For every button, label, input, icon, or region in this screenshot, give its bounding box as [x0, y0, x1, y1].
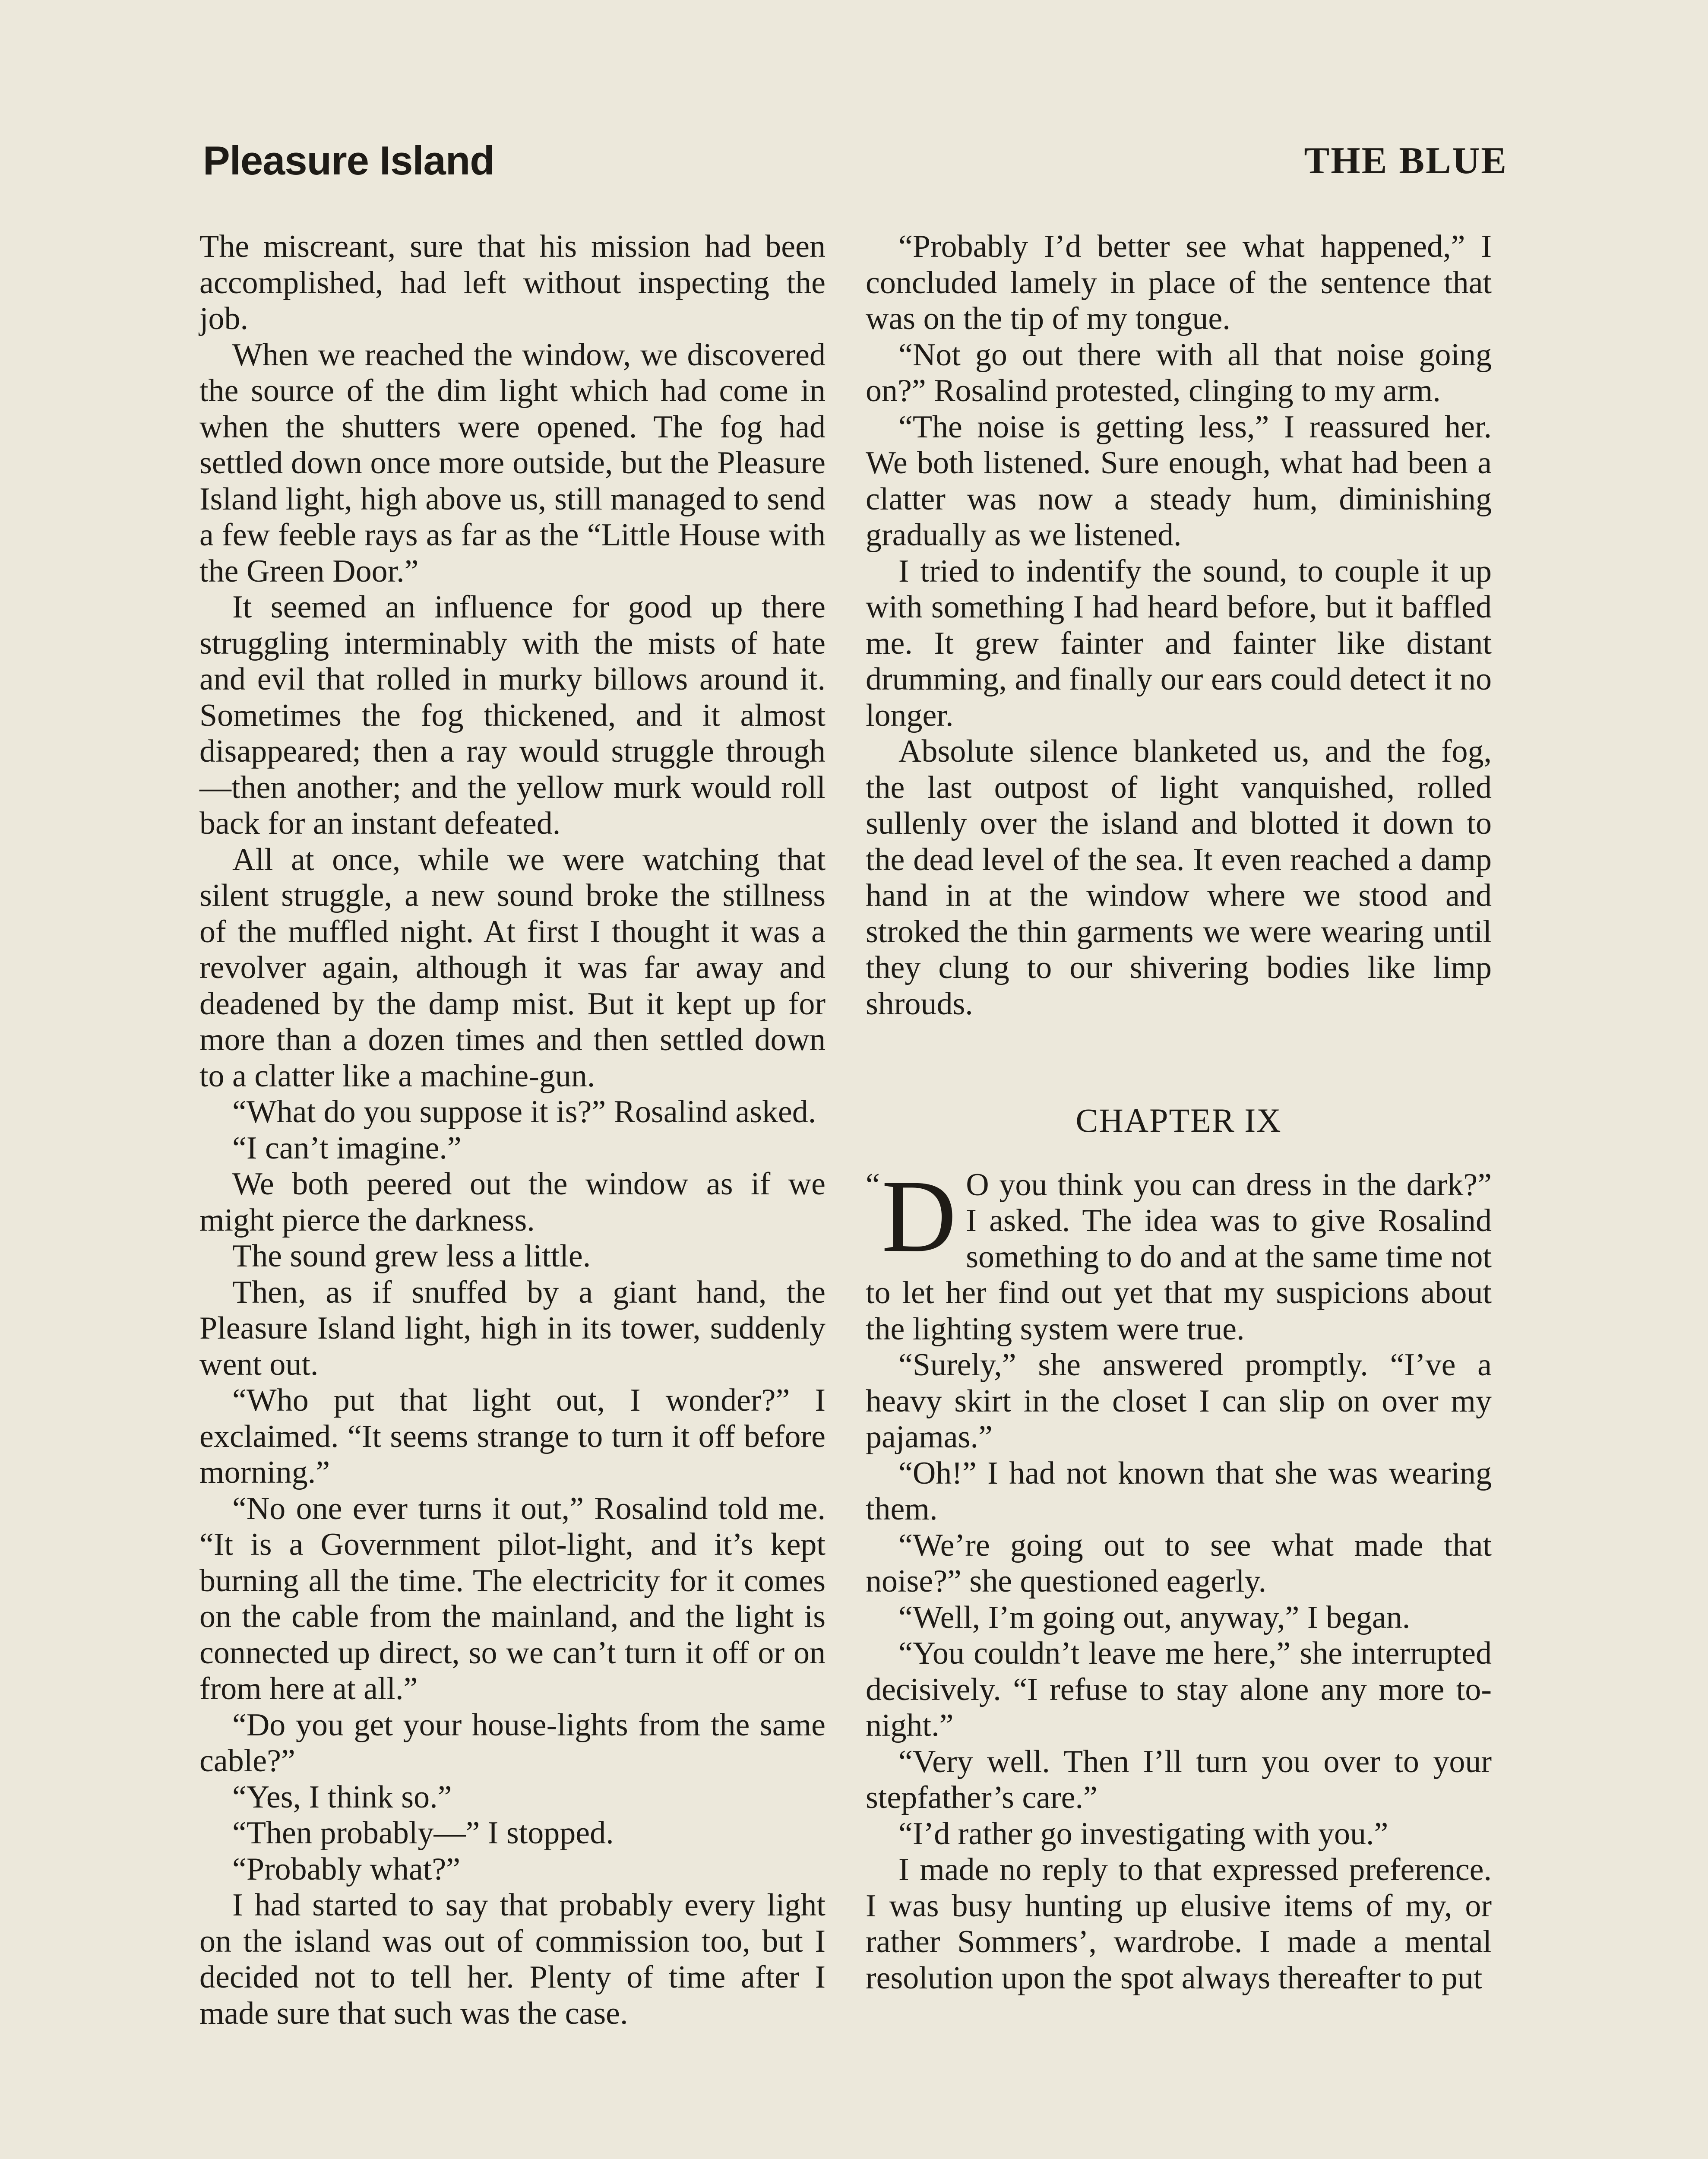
paragraph: “Very well. Then I’ll turn you over to your stepfather’s care.”	[866, 1744, 1492, 1815]
chapter-heading: CHAPTER IX	[1075, 1102, 1282, 1139]
paragraph: “I can’t imagine.”	[232, 1130, 462, 1166]
paragraph: The sound grew less a little.	[232, 1238, 591, 1274]
paragraph: “Oh!” I had not known that she was wearing them.	[866, 1455, 1492, 1527]
paragraph: It seemed an influence for good up there struggling interminably with the mists of hate and evil that rolled in murky billows around it. Sometimes the fog thickened, and it almost disappeared; then a ray would struggle through—then another; and the yellow murk would roll back for an instant defeated.	[199, 589, 826, 841]
opening-quote: “	[866, 1167, 880, 1203]
paragraph: “Surely,” she answered promptly. “I’ve a heavy skirt in the closet I can slip on over my pajamas.”	[866, 1347, 1492, 1455]
drop-cap: D	[881, 1158, 957, 1273]
paragraph: “Well, I’m going out, anyway,” I began.	[898, 1599, 1411, 1635]
paragraph: “Do you get your house-lights from the same cable?”	[199, 1707, 826, 1779]
paragraph: When we reached the window, we discovered the source of the dim light which had come in when the shutters were opened. The fog had settled down once more outside, but the Pleasure Island light, high above us, still managed to send a few feeble rays as far as the “Little House with the Green Door.”	[199, 337, 826, 589]
chapter-opening-text: O you think you can dress in the dark?” I asked. The idea was to give Rosalind something to do and at the same time not to let her find out yet that my suspicions about the lighting system were true.	[866, 1167, 1492, 1347]
running-head-magazine: THE BLUE	[1304, 140, 1508, 182]
paragraph: “Yes, I think so.”	[232, 1779, 452, 1815]
paragraph: We both peered out the window as if we might pierce the darkness.	[199, 1166, 826, 1238]
paragraph: Absolute silence blanketed us, and the fog, the last outpost of light vanquished, rolled sullenly over the island and blotted it down to the dead level of the sea. It even reached a damp hand in at the window where we stood and stroked the thin garments we were wearing until they clung to our shivering bodies like limp shrouds.	[866, 734, 1492, 1022]
paragraph: “You couldn’t leave me here,” she interrupted decisively. “I refuse to stay alone any more to-night.”	[866, 1636, 1492, 1743]
paragraph: All at once, while we were watching that silent struggle, a new sound broke the stillness of the muffled night. At first I thought it was a revolver again, although it was far away and deadened by the damp mist. But it kept up for more than a dozen times and then settled down to a clatter like a machine-gun.	[199, 842, 826, 1094]
running-head-title: Pleasure Island	[203, 138, 494, 183]
paragraph: “We’re going out to see what made that noise?” she questioned eagerly.	[866, 1527, 1492, 1599]
paragraph: “I’d rather go investigating with you.”	[898, 1816, 1389, 1852]
paragraph: “No one ever turns it out,” Rosalind told me. “It is a Government pilot-light, and it’s kept burning all the time. The electricity for it comes on the cable from the mainland, and the light is connected up direct, so we can’t turn it off or on from here at all.”	[199, 1491, 826, 1706]
paragraph: “The noise is getting less,” I reassured her. We both listened. Sure enough, what had been a clatter was now a steady hum, diminishing gradually as we listened.	[866, 409, 1492, 553]
left-column	[199, 229, 826, 2032]
paragraph: I had started to say that probably every light on the island was out of commission too, but I decided not to tell her. Plenty of time after I made sure that such was the case.	[199, 1887, 826, 2031]
chapter-opening-paragraph	[866, 1158, 1492, 1348]
right-column	[866, 229, 1492, 1996]
paragraph: “Then probably—” I stopped.	[232, 1815, 614, 1851]
paragraph: “Who put that light out, I wonder?” I exclaimed. “It seems strange to turn it off before morning.”	[199, 1383, 826, 1490]
paragraph: “What do you suppose it is?” Rosalind asked.	[232, 1094, 816, 1130]
paragraph: “Probably what?”	[232, 1851, 461, 1887]
paragraph: “Probably I’d better see what happened,” I concluded lamely in place of the sentence that was on the tip of my tongue.	[866, 229, 1492, 336]
paragraph: Then, as if snuffed by a giant hand, the Pleasure Island light, high in its tower, suddenly went out.	[199, 1274, 826, 1382]
paragraph: “Not go out there with all that noise going on?” Rosalind protested, clinging to my arm.	[866, 337, 1492, 408]
paragraph: The miscreant, sure that his mission had been accomplished, had left without inspecting the job.	[199, 229, 826, 336]
paragraph: I tried to indentify the sound, to couple it up with something I had heard before, but it baffled me. It grew fainter and fainter like distant drumming, and finally our ears could detect it no longer.	[866, 553, 1492, 733]
paragraph: I made no reply to that expressed preference. I was busy hunting up elusive items of my, or rather Sommers’, wardrobe. I made a mental resolution upon the spot always thereafter to put	[866, 1852, 1492, 1996]
